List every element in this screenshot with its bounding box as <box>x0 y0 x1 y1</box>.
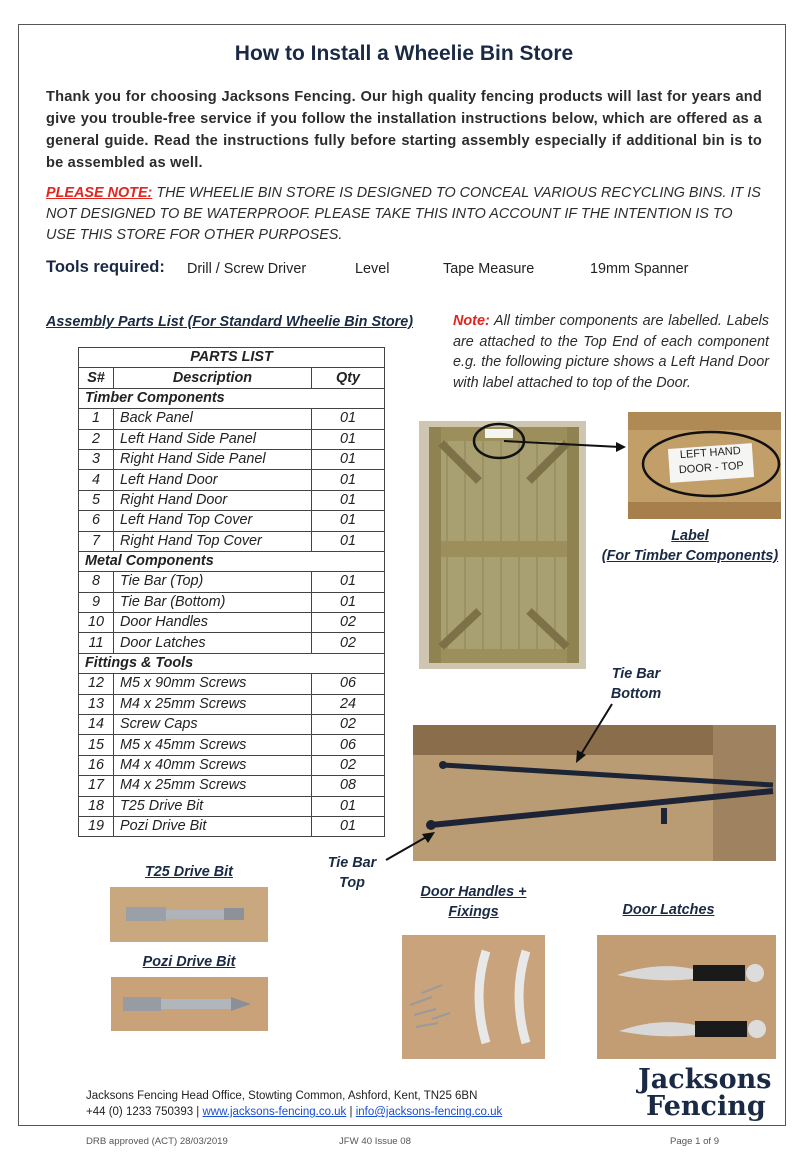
table-row <box>79 776 385 796</box>
cell-num: 10 <box>79 613 114 633</box>
tools-required <box>46 258 762 282</box>
latches-photo <box>597 935 776 1059</box>
cell-num: 15 <box>79 735 114 755</box>
cell-desc: M5 x 45mm Screws <box>114 735 312 755</box>
group-heading: Timber Components <box>79 388 385 408</box>
cell-num: 9 <box>79 592 114 612</box>
cell-num: 19 <box>79 816 114 836</box>
cell-desc: Tie Bar (Bottom) <box>114 592 312 612</box>
col-header: Description <box>114 368 312 388</box>
table-row <box>79 633 385 653</box>
cell-qty: 06 <box>312 674 385 694</box>
cell-num: 1 <box>79 409 114 429</box>
cell-qty: 01 <box>312 796 385 816</box>
website-link[interactable]: www.jacksons-fencing.co.uk <box>202 1106 347 1118</box>
footer-contact <box>86 1088 502 1120</box>
cell-qty: 06 <box>312 735 385 755</box>
table-row <box>79 735 385 755</box>
tie-bar-top-callout <box>316 853 388 893</box>
tool-item: Level <box>355 261 390 277</box>
callout-line: Tie Bar <box>611 666 661 682</box>
footer-address: Jacksons Fencing Head Office, Stowting Common, Ashford, Kent, TN25 6BN <box>86 1090 478 1102</box>
group-heading: Fittings & Tools <box>79 653 385 673</box>
cell-desc: Pozi Drive Bit <box>114 816 312 836</box>
table-row <box>79 531 385 551</box>
cell-qty: 24 <box>312 694 385 714</box>
please-note-text: THE WHEELIE BIN STORE IS DESIGNED TO CONCEAL VARIOUS RECYCLING BINS. IT IS NOT DESIGNED TO BE WATERPROOF. PLEASE TAKE THIS INTO ACCOUNT IF THE INTENTION IS TO USE THIS STORE FOR OTHER PURPOSES. <box>46 185 761 243</box>
table-row <box>79 470 385 490</box>
latches-illustration <box>597 935 776 1059</box>
cell-num: 5 <box>79 490 114 510</box>
col-header: Qty <box>312 368 385 388</box>
callout-line: Tie Bar <box>327 855 377 871</box>
table-row <box>79 816 385 836</box>
pozi-photo <box>111 977 268 1031</box>
cell-desc: Door Handles <box>114 613 312 633</box>
cell-qty: 01 <box>312 470 385 490</box>
callout-line: Bottom <box>610 686 662 702</box>
tie-bar-bottom-callout <box>592 664 680 704</box>
page-title: How to Install a Wheelie Bin Store <box>234 42 574 65</box>
table-row <box>79 449 385 469</box>
label-caption-line: (For Timber Components) <box>601 548 779 564</box>
logo-line: Fencing <box>646 1091 766 1122</box>
table-row <box>79 511 385 531</box>
tool-item: Tape Measure <box>443 261 535 277</box>
cell-num: 8 <box>79 572 114 592</box>
cell-qty: 02 <box>312 715 385 735</box>
tie-bar-top-arrow <box>380 830 440 870</box>
handles-photo <box>402 935 545 1059</box>
tag-line: LEFT HAND <box>679 444 742 462</box>
cell-qty: 01 <box>312 490 385 510</box>
pozi-illustration <box>111 977 268 1031</box>
cell-num: 6 <box>79 511 114 531</box>
table-row <box>79 796 385 816</box>
cell-num: 18 <box>79 796 114 816</box>
table-row <box>79 715 385 735</box>
label-arrow <box>500 425 630 465</box>
cell-num: 2 <box>79 429 114 449</box>
cell-desc: Screw Caps <box>114 715 312 735</box>
cell-num: 13 <box>79 694 114 714</box>
cell-qty: 01 <box>312 409 385 429</box>
cell-qty: 02 <box>312 613 385 633</box>
handles-caption-line: Door Handles + <box>420 884 527 900</box>
parts-list-heading: Assembly Parts List (For Standard Wheelie Bin Store) <box>46 314 414 330</box>
label-photo <box>628 412 781 519</box>
cell-qty: 01 <box>312 429 385 449</box>
cell-desc: Right Hand Door <box>114 490 312 510</box>
logo-line: Jacksons <box>638 1064 772 1095</box>
intro-paragraph: Thank you for choosing Jacksons Fencing. Our high quality fencing products will last for years and give you trouble-free service if you follow the installation instructions below, which are offered as a general guide. Read the instructions fully before starting assembly especially if additional bin is to be assembled as well. <box>46 89 762 171</box>
footer-separator: | <box>349 1106 353 1118</box>
cell-num: 3 <box>79 449 114 469</box>
cell-num: 17 <box>79 776 114 796</box>
please-note <box>46 183 762 246</box>
cell-qty: 01 <box>312 511 385 531</box>
handles-illustration <box>402 935 545 1059</box>
label-caption-line: Label <box>671 528 709 544</box>
footer-links <box>86 1104 502 1120</box>
approval-note: DRB approved (ACT) 28/03/2019 <box>86 1136 228 1147</box>
side-note-label: Note: <box>453 313 490 329</box>
tool-item: 19mm Spanner <box>590 261 689 277</box>
handles-caption-line: Fixings <box>448 904 499 920</box>
cell-desc: Door Latches <box>114 633 312 653</box>
cell-num: 14 <box>79 715 114 735</box>
cell-desc: M4 x 25mm Screws <box>114 776 312 796</box>
table-row <box>79 674 385 694</box>
label-caption <box>594 526 786 566</box>
pozi-caption: Pozi Drive Bit <box>142 954 236 970</box>
group-heading: Metal Components <box>79 551 385 571</box>
cell-qty: 01 <box>312 572 385 592</box>
col-header: S# <box>79 368 114 388</box>
cell-qty: 01 <box>312 531 385 551</box>
page-number: Page 1 of 9 <box>670 1136 720 1147</box>
parts-table <box>78 347 385 837</box>
table-row <box>79 613 385 633</box>
cell-qty: 01 <box>312 592 385 612</box>
cell-desc: Tie Bar (Top) <box>114 572 312 592</box>
cell-desc: Right Hand Top Cover <box>114 531 312 551</box>
cell-qty: 02 <box>312 755 385 775</box>
latches-caption: Door Latches <box>622 902 715 918</box>
email-link[interactable]: info@jacksons-fencing.co.uk <box>355 1106 503 1118</box>
cell-desc: Left Hand Top Cover <box>114 511 312 531</box>
side-note <box>453 311 769 393</box>
side-note-text: All timber components are labelled. Labels are attached to the Top End of each component e.g. the following picture shows a Left Hand Door with label attached to top of the Door. <box>453 313 769 391</box>
cell-desc: M4 x 40mm Screws <box>114 755 312 775</box>
cell-num: 12 <box>79 674 114 694</box>
table-row <box>79 592 385 612</box>
cell-qty: 08 <box>312 776 385 796</box>
callout-line: Top <box>339 875 365 891</box>
issue-number: JFW 40 Issue 08 <box>339 1136 411 1147</box>
jacksons-fencing-logo <box>638 1066 771 1120</box>
tools-label: Tools required: <box>46 258 165 276</box>
cell-desc: Left Hand Door <box>114 470 312 490</box>
table-row <box>79 694 385 714</box>
cell-qty: 02 <box>312 633 385 653</box>
please-note-label: PLEASE NOTE: <box>46 185 153 201</box>
cell-qty: 01 <box>312 816 385 836</box>
cell-desc: Back Panel <box>114 409 312 429</box>
t25-photo <box>110 887 268 942</box>
handles-caption <box>402 882 545 922</box>
tool-item: Drill / Screw Driver <box>187 261 307 277</box>
tag-line: DOOR - TOP <box>678 459 745 477</box>
table-row <box>79 755 385 775</box>
cell-qty: 01 <box>312 449 385 469</box>
cell-num: 4 <box>79 470 114 490</box>
table-row <box>79 572 385 592</box>
t25-caption: T25 Drive Bit <box>145 864 233 880</box>
label-tag <box>668 443 754 483</box>
cell-num: 7 <box>79 531 114 551</box>
parts-table-title: PARTS LIST <box>79 348 385 368</box>
cell-desc: M5 x 90mm Screws <box>114 674 312 694</box>
cell-num: 16 <box>79 755 114 775</box>
table-row <box>79 429 385 449</box>
cell-desc: T25 Drive Bit <box>114 796 312 816</box>
cell-num: 11 <box>79 633 114 653</box>
cell-desc: Left Hand Side Panel <box>114 429 312 449</box>
footer-phone: +44 (0) 1233 750393 | <box>86 1106 200 1118</box>
cell-desc: M4 x 25mm Screws <box>114 694 312 714</box>
table-row <box>79 409 385 429</box>
tie-bar-bottom-arrow <box>560 700 620 770</box>
t25-illustration <box>110 887 268 942</box>
cell-desc: Right Hand Side Panel <box>114 449 312 469</box>
table-row <box>79 490 385 510</box>
